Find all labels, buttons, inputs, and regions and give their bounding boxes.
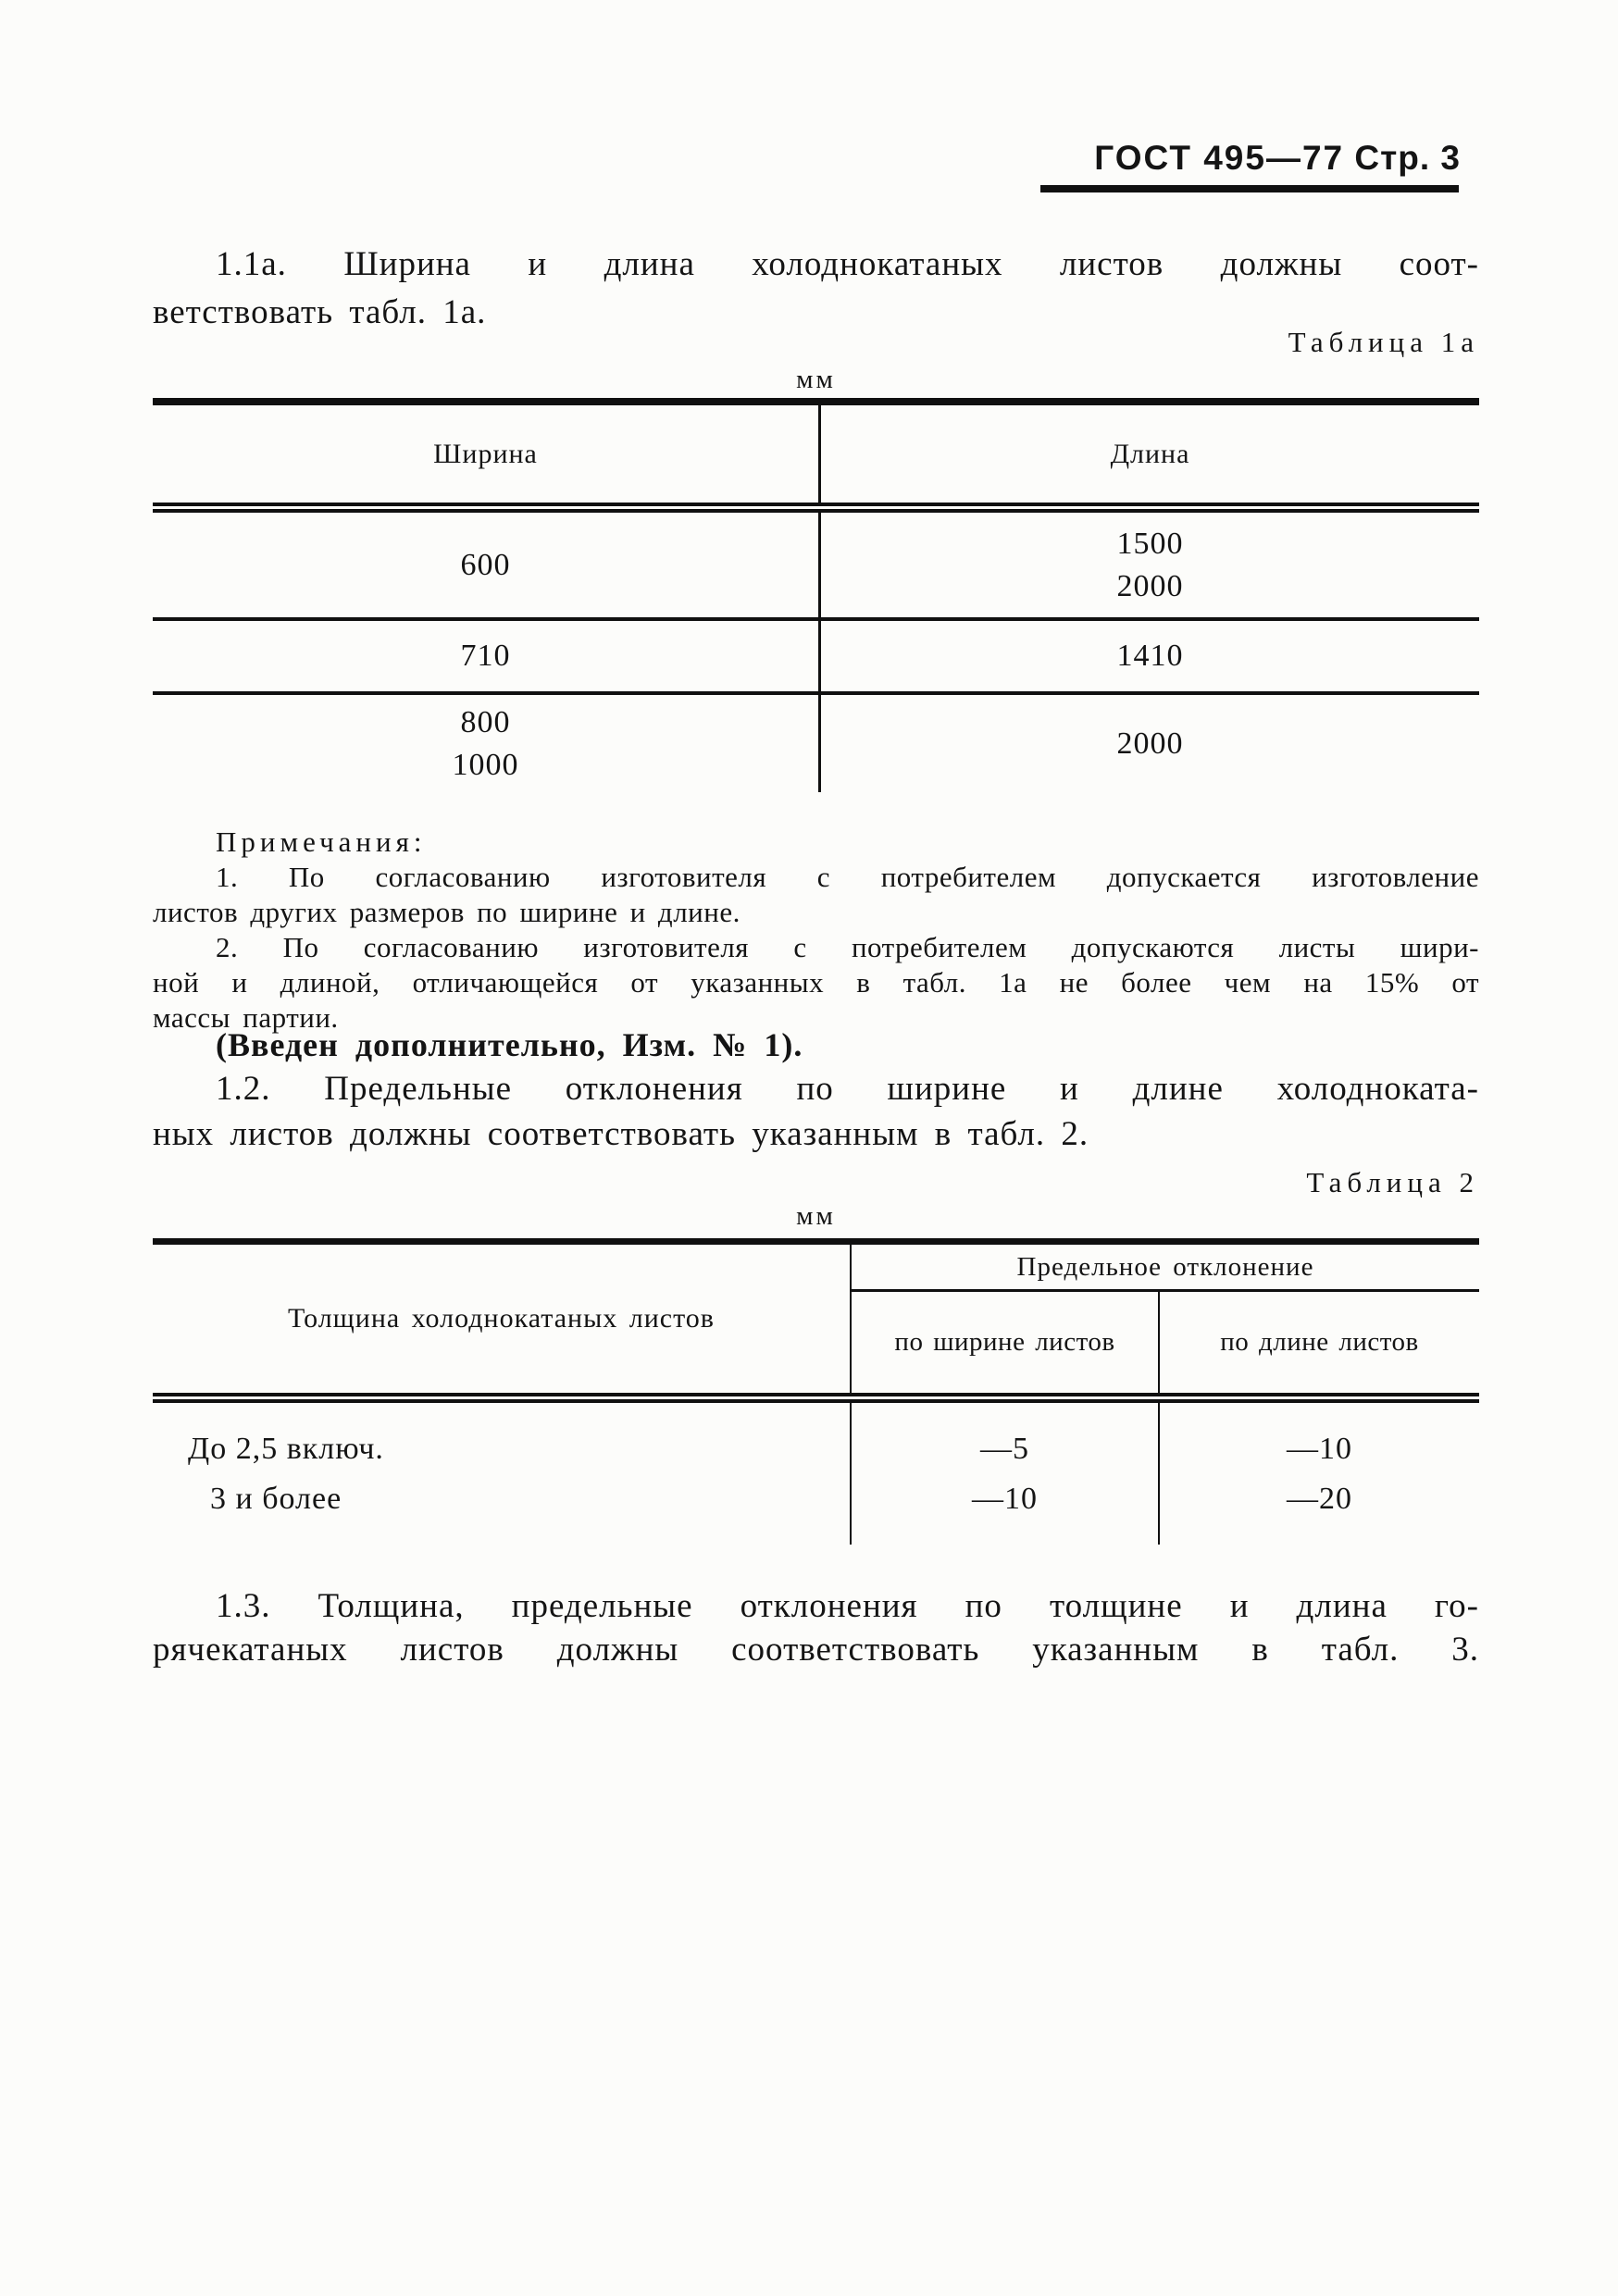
cell-length: 2000 [1116, 726, 1184, 761]
group-header-deviation: Предельное отклонение [852, 1245, 1479, 1292]
running-head [1094, 139, 1461, 178]
column-header-width: Ширина [153, 405, 821, 503]
paragraph-line: 1.2. Предельные отклонения по ширине и длине холодноката- [216, 1070, 1479, 1108]
table-2-header [153, 1245, 1479, 1393]
cell-deviation-length: —20 [1287, 1482, 1352, 1516]
table-2-caption: Таблица 2 [1306, 1166, 1479, 1198]
table-1a-caption: Таблица 1а [1288, 326, 1479, 358]
cell-length: 2000 [1116, 568, 1184, 603]
thickness-column [153, 1403, 852, 1545]
amendment-note: (Введен дополнительно, Изм. № 1). [216, 1026, 803, 1063]
sub-header-by-length: по длине листов [1220, 1327, 1419, 1357]
paragraph-1-3 [153, 1584, 1479, 1671]
table-rule [153, 1238, 1479, 1245]
column-header-length: Длина [1110, 438, 1190, 469]
cell-deviation-length: —10 [1287, 1432, 1352, 1466]
note-line: листов других размеров по ширине и длине. [153, 896, 741, 928]
sub-header-row [852, 1292, 1479, 1393]
table-2-body [153, 1403, 1479, 1545]
note-line: массы партии. [153, 1001, 339, 1034]
note-line: 1. По согласованию изготовителя с потребителем допускается изготовление [216, 861, 1479, 893]
table-rule [153, 398, 1479, 405]
deviation-header-group [852, 1245, 1479, 1393]
paragraph-line: рячекатаных листов должны соответствовать указанным в табл. 3. [153, 1631, 1479, 1669]
cell-length: 1500 [1116, 526, 1184, 561]
notes-title: Примечания: [216, 825, 427, 858]
table-row [153, 621, 1479, 691]
standard-number: ГОСТ 495—77 [1094, 139, 1345, 177]
paragraph-1-1a [153, 241, 1479, 337]
table-1a-unit: мм [796, 365, 836, 394]
table-2 [153, 1238, 1479, 1545]
paragraph-line: ветствовать табл. 1а. [153, 293, 487, 331]
table-row [153, 695, 1479, 792]
cell-width: 1000 [452, 747, 519, 782]
table-1a-header-row [153, 405, 1479, 503]
note-line: 2. По согласованию изготовителя с потребителем допускаются листы шири- [216, 931, 1479, 963]
sub-header-by-width: по ширине листов [852, 1292, 1160, 1393]
cell-width: 800 [460, 704, 511, 739]
table-row [153, 513, 1479, 617]
cell-width: 600 [460, 547, 511, 582]
paragraph-line: ных листов должны соответствовать указанным в табл. 2. [153, 1115, 1089, 1153]
running-head-rule [1040, 185, 1459, 192]
deviation-by-length-column [1160, 1403, 1479, 1545]
paragraph-line: 1.1а. Ширина и длина холоднокатаных листов должны соот- [216, 245, 1479, 283]
cell-length: 1410 [1116, 639, 1184, 673]
table-rule [153, 1393, 1479, 1403]
deviation-by-width-column [852, 1403, 1160, 1545]
table-2-unit: мм [796, 1201, 836, 1231]
cell-width: 710 [460, 639, 511, 673]
notes-block [153, 825, 1479, 1036]
cell-deviation-width: —10 [972, 1482, 1038, 1516]
cell-thickness: 3 и более [210, 1482, 342, 1516]
cell-deviation-width: —5 [980, 1432, 1029, 1466]
paragraph-1-2 [153, 1066, 1479, 1157]
page-number: Стр. 3 [1354, 139, 1461, 177]
cell-thickness: До 2,5 включ. [188, 1432, 384, 1466]
note-line: ной и длиной, отличающейся от указанных в табл. 1а не более чем на 15% от [153, 966, 1479, 999]
table-1a [153, 398, 1479, 792]
column-header-thickness: Толщина холоднокатаных листов [153, 1245, 852, 1393]
table-rule [153, 503, 1479, 513]
paragraph-line: 1.3. Толщина, предельные отклонения по толщине и длина го- [216, 1587, 1479, 1625]
